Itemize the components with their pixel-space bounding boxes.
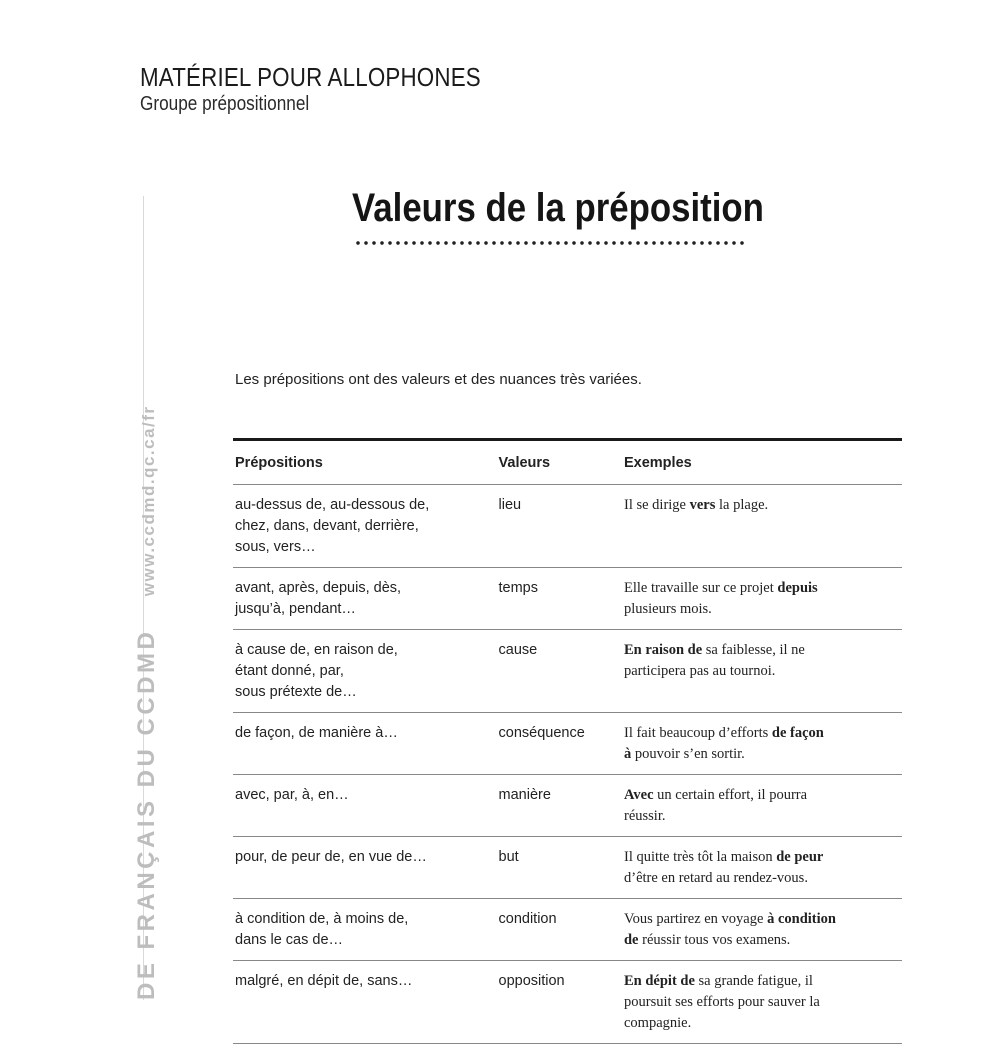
example-highlight: depuis (777, 580, 818, 596)
header-title: MATÉRIEL POUR ALLOPHONES (140, 62, 481, 92)
table-row (233, 837, 902, 899)
cell-valeur: cause (497, 630, 622, 713)
cell-exemple (622, 837, 902, 899)
example-text: sa faiblesse, il ne participera pas au tournoi. (623, 642, 805, 679)
example-highlight: En raison de (623, 642, 703, 658)
example-highlight: vers (689, 497, 716, 513)
example-highlight: de peur (776, 849, 824, 865)
example-text: Elle travaille sur ce projet (623, 580, 778, 596)
cell-exemple (622, 713, 902, 775)
example-text: Il quitte très tôt la maison (623, 849, 777, 865)
table-row (233, 568, 902, 630)
table-row (233, 630, 902, 713)
header-subtitle: Groupe prépositionnel (140, 93, 310, 115)
example-text: Il fait beaucoup d’efforts (623, 725, 772, 741)
cell-exemple (622, 630, 902, 713)
cell-prepositions: pour, de peur de, en vue de… (233, 837, 497, 899)
cell-valeur: but (497, 837, 622, 899)
cell-prepositions: malgré, en dépit de, sans… (233, 961, 497, 1044)
cell-prepositions: avant, après, depuis, dès, jusqu’à, pendant… (233, 568, 497, 630)
cell-valeur: lieu (497, 485, 622, 568)
cell-valeur: opposition (497, 961, 622, 1044)
column-header-exemples: Exemples (622, 441, 902, 485)
cell-exemple (622, 961, 902, 1044)
example-text: plusieurs mois. (623, 601, 712, 617)
page-title: Valeurs de la préposition (352, 186, 764, 230)
cell-valeur: conséquence (497, 713, 622, 775)
cell-valeur: manière (497, 775, 622, 837)
example-text: pouvoir s’en sortir. (631, 746, 745, 762)
table-row (233, 961, 902, 1044)
table-body (233, 485, 902, 1044)
example-text: sa grande fatigue, il poursuit ses efforts pour sauver la compagnie. (623, 973, 820, 1031)
example-highlight: de façon à (623, 725, 824, 762)
table-row (233, 485, 902, 568)
sidebar-watermark (133, 405, 161, 1000)
cell-prepositions: à condition de, à moins de, dans le cas de… (233, 899, 497, 961)
sidebar-org: DE FRANÇAIS DU CCDMD (133, 628, 160, 1000)
cell-exemple (622, 485, 902, 568)
example-text: d’être en retard au rendez-vous. (623, 870, 808, 886)
table-row (233, 713, 902, 775)
table-row (233, 775, 902, 837)
title-dotted-underline (354, 240, 744, 246)
cell-exemple (622, 775, 902, 837)
cell-valeur: temps (497, 568, 622, 630)
intro-text: Les prépositions ont des valeurs et des nuances très variées. (235, 371, 642, 388)
example-highlight: à condition de (623, 911, 836, 948)
example-highlight: En dépit de (623, 973, 695, 989)
prepositions-table (233, 441, 902, 1044)
cell-prepositions: de façon, de manière à… (233, 713, 497, 775)
cell-valeur: condition (497, 899, 622, 961)
column-header-valeurs: Valeurs (497, 441, 622, 485)
cell-exemple (622, 568, 902, 630)
table-header-row (233, 441, 902, 485)
sidebar-url: www.ccdmd.qc.ca/fr (139, 405, 158, 597)
example-highlight: Avec (623, 787, 654, 803)
example-text: Il se dirige (623, 497, 690, 513)
example-text: la plage. (715, 497, 769, 513)
example-text: un certain effort, il pourra réussir. (623, 787, 808, 824)
table-row (233, 899, 902, 961)
column-header-prepositions: Prépositions (233, 441, 497, 485)
cell-prepositions: à cause de, en raison de, étant donné, par, sous prétexte de… (233, 630, 497, 713)
example-text: Vous partirez en voyage (623, 911, 768, 927)
cell-exemple (622, 899, 902, 961)
cell-prepositions: avec, par, à, en… (233, 775, 497, 837)
example-text: réussir tous vos examens. (638, 932, 791, 948)
cell-prepositions: au-dessus de, au-dessous de, chez, dans, devant, derrière, sous, vers… (233, 485, 497, 568)
